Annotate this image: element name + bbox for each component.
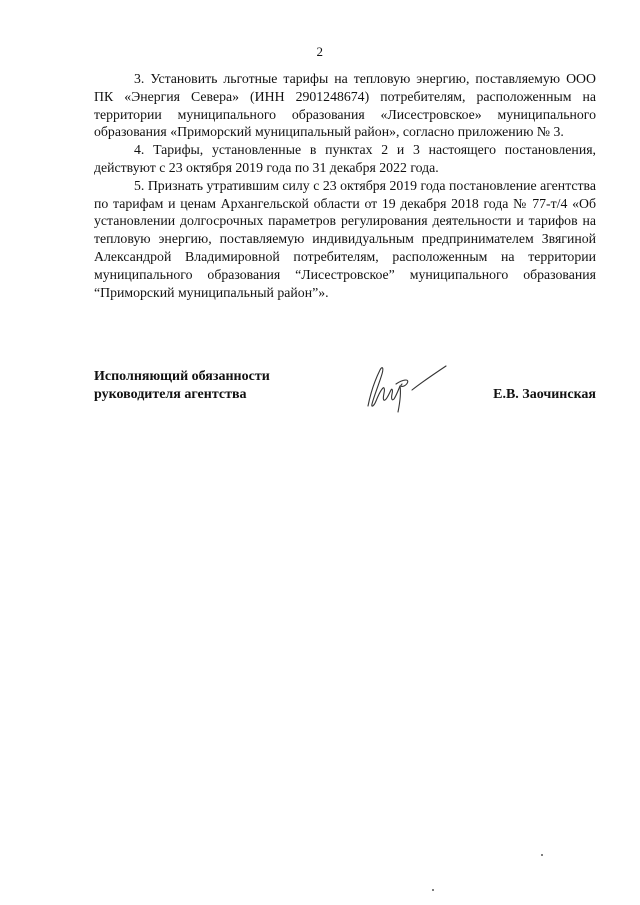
scan-speck: [541, 854, 543, 856]
paragraph-4: 4. Тарифы, установленные в пунктах 2 и 3 настоящего постановления, действуют с 23 октября 2019 года по 31 декабря 2022 года.: [94, 142, 596, 175]
document-body: [94, 70, 596, 301]
handwritten-signature-icon: [356, 356, 452, 416]
signatory-name: Е.В. Заочинская: [493, 387, 596, 402]
signatory-title-line-2: руководителя агентства: [94, 387, 247, 402]
signatory-title-line-1: Исполняющий обязанности: [94, 369, 270, 384]
scan-speck: [432, 889, 434, 891]
page-number: 2: [316, 44, 324, 59]
paragraph-5: 5. Признать утратившим силу с 23 октября 2019 года постановление агентства по тарифам и ценам Архангельской области от 19 декабря 2018 года № 77-т/4 «Об установлении долгосрочных параметров регулирования деятельности и тарифов на тепловую энергию, поставляемую индивидуальным предпринимателем Звягиной Александрой Владимировной потребителям, расположенным на территории муниципального образования “Лисестровское” муниципального образования “Приморский муниципальный район”».: [94, 177, 596, 300]
signature-block: [94, 368, 596, 428]
signatory-title: [94, 368, 270, 404]
paragraph-3: 3. Установить льготные тарифы на тепловую энергию, поставляемую ООО ПК «Энергия Севера» (ИНН 2901248674) потребителям, расположенным на территории муниципального образования «Лисестровское» муниципального образования «Приморский муниципальный район», согласно приложению № 3.: [94, 71, 596, 140]
